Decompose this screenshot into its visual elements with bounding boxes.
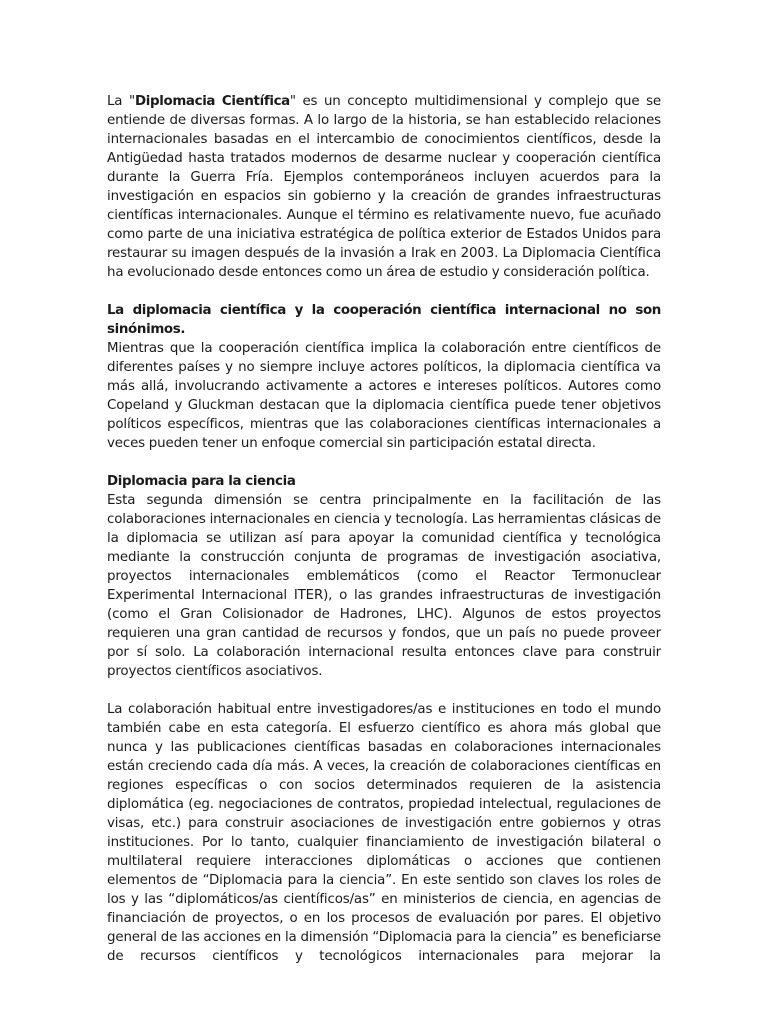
intro-paragraph [107,92,661,282]
section2-heading: Diplomacia para la ciencia [107,474,296,489]
intro-term: Diplomacia Científica [134,94,290,109]
section1-heading: La diplomacia científica y la cooperación científica internacional no son sinónimos. [107,303,661,337]
section1-paragraph: Mientras que la cooperación científica implica la colaboración entre científicos de diferentes países y no siempre incluye actores políticos, la diplomacia científica va más allá, involucrando activamente a actores e intereses políticos. Autores como Copeland y Gluckman destacan que la diplomacia científica puede tener objetivos políticos específicos, mientras que las colaboraciones científicas internacionales a veces pueden tener un enfoque comercial sin participación estatal directa. [107,341,661,451]
intro-prefix: La " [107,94,135,109]
intro-rest: " es un concepto multidimensional y complejo que se entiende de diversas formas. A lo largo de la historia, se han establecido relaciones internacionales basadas en el intercambio de conocimientos científicos, desde la Antigüedad hasta tratados modernos de desarme nuclear y cooperación científica durante la Guerra Fría. Ejemplos contemporáneos incluyen acuerdos para la investigación en espacios sin gobierno y la creación de grandes infraestructuras científicas internacionales. Aunque el término es relativamente nuevo, fue acuñado como parte de una iniciativa estratégica de política exterior de Estados Unidos para restaurar su imagen después de la invasión a Irak en 2003. La Diplomacia Científica ha evolucionado desde entonces como un área de estudio y consideración política. [107,94,661,280]
section2-paragraph-2: La colaboración habitual entre investigadores/as e instituciones en todo el mundo también cabe en esta categoría. El esfuerzo científico es ahora más global que nunca y las publicaciones científicas basadas en colaboraciones internacionales están creciendo cada día más. A veces, la creación de colaboraciones científicas en regiones específicas o con socios determinados requieren de la asistencia diplomática (eg. negociaciones de contratos, propiedad intelectual, regulaciones de visas, etc.) para construir asociaciones de investigación entre gobiernos y otras instituciones. Por lo tanto, cualquier financiamiento de investigación bilateral o multilateral requiere interacciones diplomáticas o acciones que contienen elementos de “Diplomacia para la ciencia”. En este sentido son claves los roles de los y las “diplomáticos/as científicos/as” en ministerios de ciencia, en agencias de financiación de proyectos, o en los procesos de evaluación por pares. El objetivo general de las acciones en la dimensión “Diplomacia para la ciencia” es beneficiarse de recursos científicos y tecnológicos internacionales para mejorar la [107,702,661,964]
section2-paragraph-1: Esta segunda dimensión se centra principalmente en la facilitación de las colaboraciones internacionales en ciencia y tecnología. Las herramientas clásicas de la diplomacia se utilizan así para apoyar la comunidad científica y tecnológica mediante la construcción conjunta de programas de investigación asociativa, proyectos internacionales emblemáticos (como el Reactor Termonuclear Experimental Internacional ITER), o las grandes infraestructuras de investigación (como el Gran Colisionador de Hadrones, LHC). Algunos de estos proyectos requieren una gran cantidad de recursos y fondos, que un país no puede proveer por sí solo. La colaboración internacional resulta entonces clave para construir proyectos científicos asociativos. [107,493,661,679]
document-page [107,92,661,966]
